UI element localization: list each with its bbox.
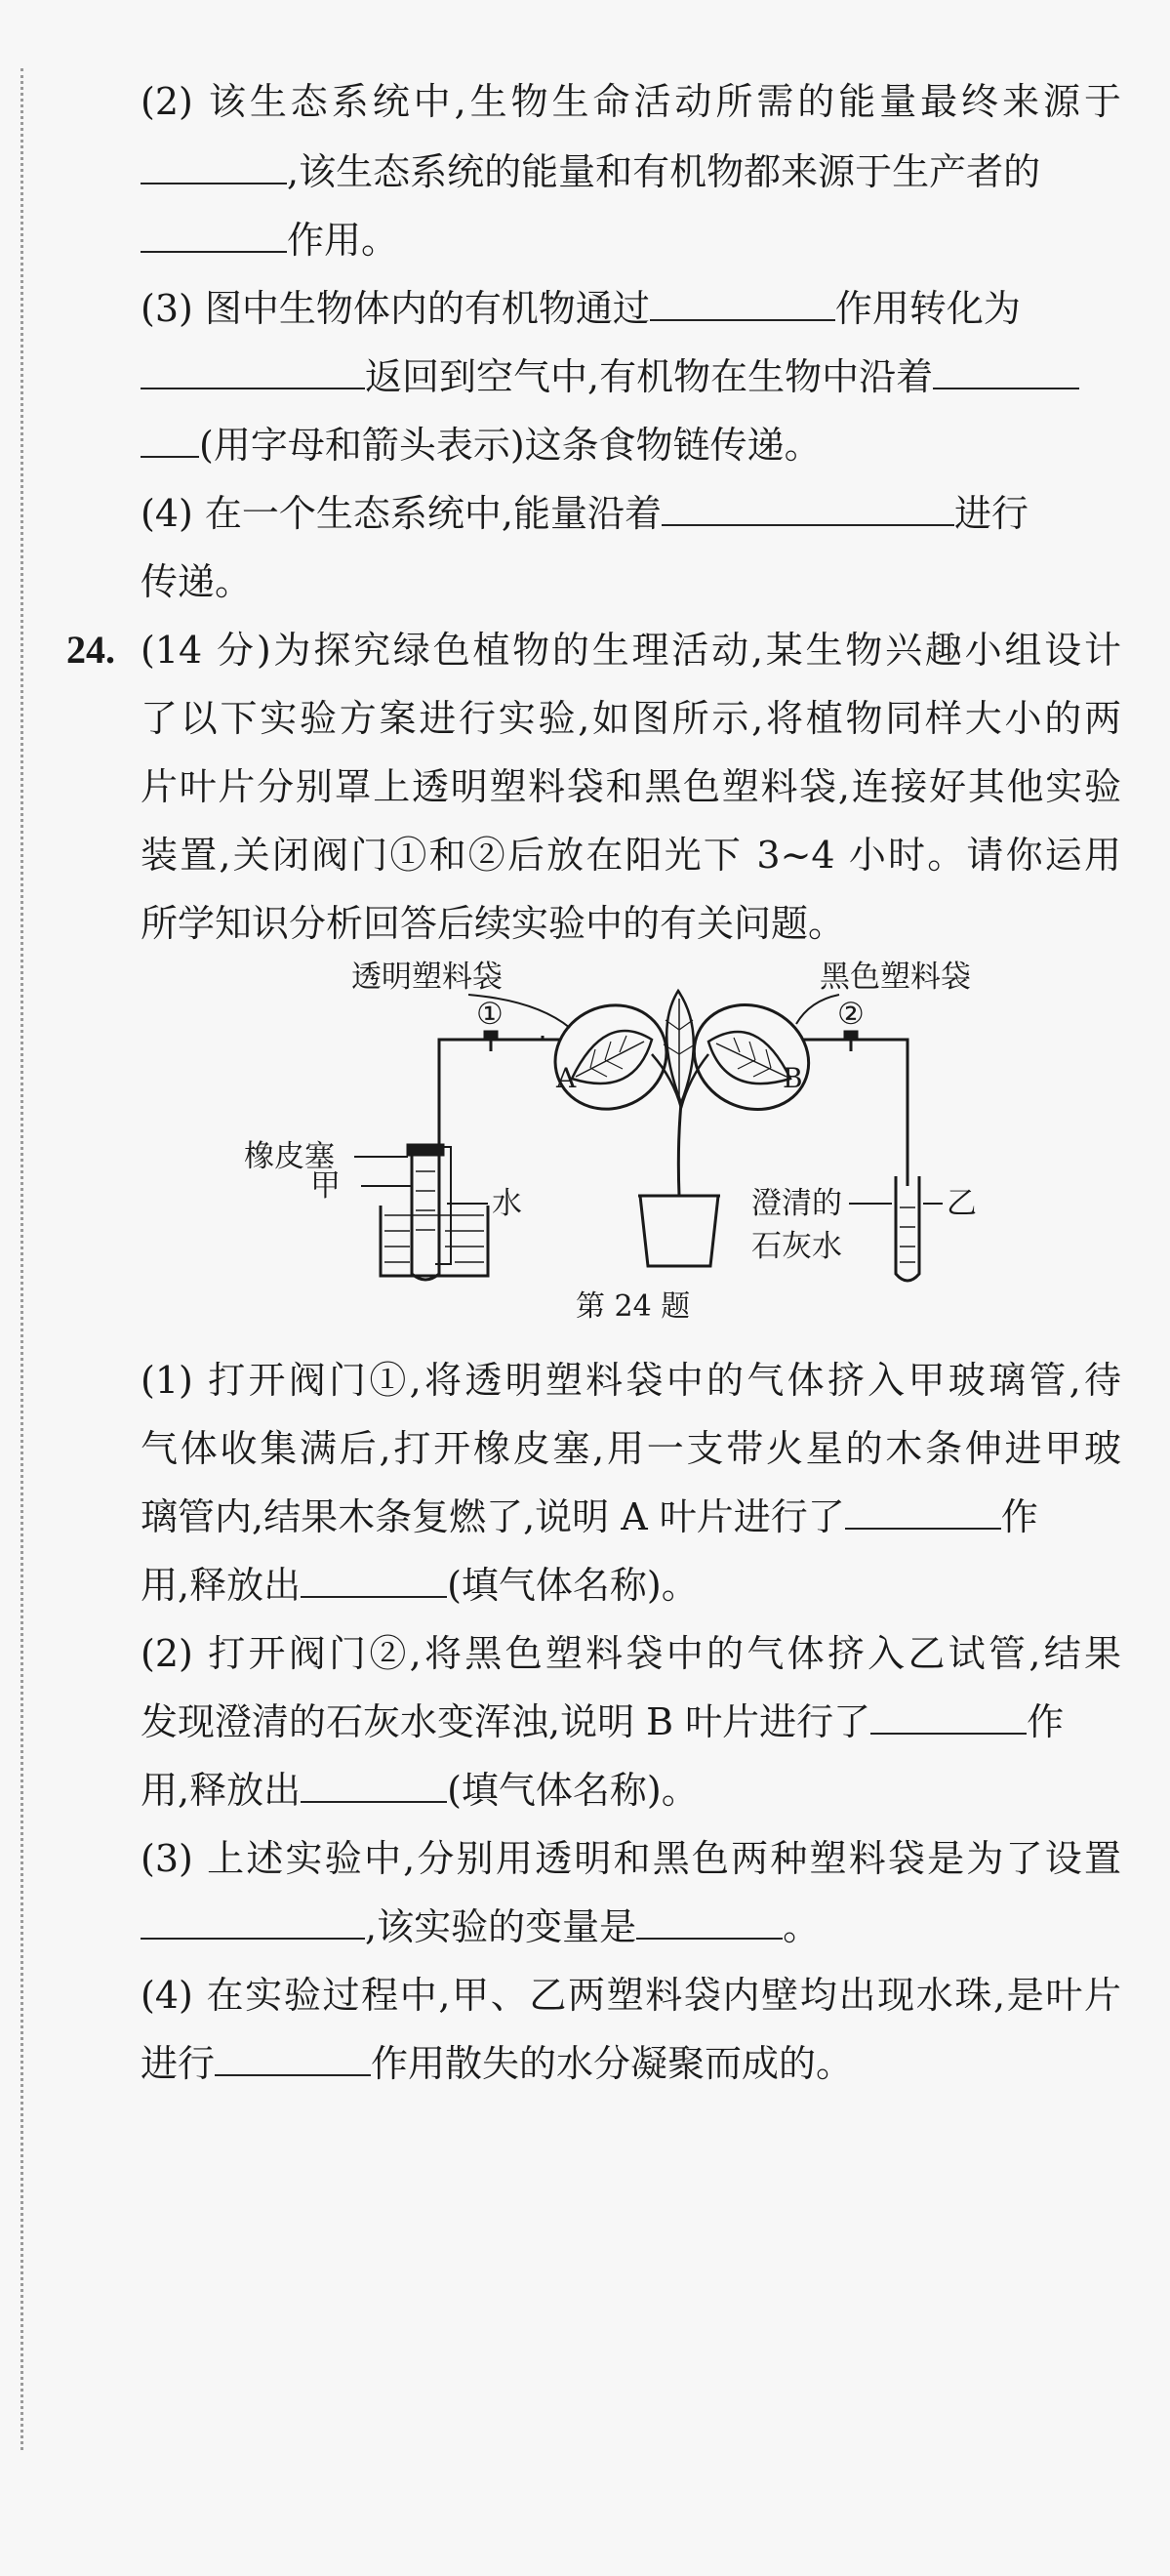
q24-intro-line5: 所学知识分析回答后续实验中的有关问题。 bbox=[141, 902, 846, 945]
answer-blank[interactable] bbox=[215, 2041, 371, 2076]
q24-s1-line3: 璃管内,结果木条复燃了,说明 A 叶片进行了 作 bbox=[141, 1495, 1038, 1538]
answer-blank[interactable] bbox=[301, 1768, 447, 1803]
q23-part2-line2: ,该生态系统的能量和有机物都来源于生产者的 bbox=[141, 148, 1121, 195]
q24-s3-line2: ,该实验的变量是 。 bbox=[141, 1903, 1121, 1950]
q23-part3-line1: (3) 图中生物体内的有机物通过 作用转化为 bbox=[141, 287, 1021, 330]
q24-intro-line4: 装置,关闭阀门①和②后放在阳光下 3~4 小时。请你运用 bbox=[141, 834, 1121, 877]
water-beaker bbox=[381, 1206, 488, 1276]
label-tube-jia: 甲 bbox=[310, 1168, 341, 1204]
tube-jia bbox=[412, 1155, 439, 1280]
plant-stem bbox=[678, 1103, 681, 1196]
q24-s1-line2: 气体收集满后,打开橡皮塞,用一支带火星的木条伸进甲玻 bbox=[141, 1427, 1121, 1470]
rubber-stopper bbox=[408, 1145, 443, 1155]
label-black-bag: 黑色塑料袋 bbox=[820, 960, 971, 995]
answer-blank[interactable] bbox=[636, 1904, 783, 1940]
leaf-b bbox=[708, 1032, 790, 1084]
q24-s1-line4: 用,释放出 (填气体名称)。 bbox=[141, 1564, 699, 1607]
q23-part4-line1: (4) 在一个生态系统中,能量沿着 进行 bbox=[141, 492, 1029, 535]
q24-s2-line3: 用,释放出 (填气体名称)。 bbox=[141, 1769, 699, 1812]
label-rubber-stopper: 橡皮塞 bbox=[244, 1139, 335, 1174]
answer-blank[interactable] bbox=[650, 286, 835, 321]
left-connecting-pipe bbox=[439, 1036, 561, 1049]
transparent-bag bbox=[538, 987, 683, 1126]
label-tube-yi: 乙 bbox=[947, 1186, 977, 1221]
q24-intro-line3: 片叶片分别罩上透明塑料袋和黑色塑料袋,连接好其他实验 bbox=[141, 765, 1121, 808]
answer-blank[interactable] bbox=[141, 218, 287, 253]
answer-blank[interactable] bbox=[141, 423, 199, 458]
answer-blank[interactable] bbox=[141, 354, 365, 389]
q24-s3-line1: (3) 上述实验中,分别用透明和黑色两种塑料袋是为了设置 bbox=[141, 1837, 1121, 1880]
flower-pot bbox=[640, 1196, 718, 1266]
label-leaf-a: A bbox=[556, 1062, 577, 1094]
label-valve-1: ① bbox=[476, 997, 504, 1032]
q24-s4-line2: 进行 作用散失的水分凝聚而成的。 bbox=[141, 2042, 854, 2085]
q24-intro-line1: (14 分)为探究绿色植物的生理活动,某生物兴趣小组设计 bbox=[141, 629, 1121, 672]
leaf-a bbox=[572, 1031, 652, 1084]
q24-s4-line1: (4) 在实验过程中,甲、乙两塑料袋内壁均出现水珠,是叶片 bbox=[141, 1974, 1121, 2017]
q24-s1-line1: (1) 打开阀门①,将透明塑料袋中的气体挤入甲玻璃管,待 bbox=[141, 1359, 1121, 1402]
q23-part3-line2: 返回到空气中,有机物在生物中沿着 bbox=[141, 353, 1121, 400]
question-number: 24. bbox=[66, 628, 115, 672]
q23-part2-line1: (2) 该生态系统中,生物生命活动所需的能量最终来源于 bbox=[141, 80, 1121, 123]
answer-blank[interactable] bbox=[933, 354, 1079, 389]
label-valve-2: ② bbox=[837, 997, 865, 1032]
tube-yi bbox=[896, 1176, 919, 1281]
figure-caption: 第 24 题 bbox=[576, 1289, 691, 1324]
label-water: 水 bbox=[492, 1186, 522, 1221]
answer-blank[interactable] bbox=[141, 1904, 365, 1940]
q24-s2-line2: 发现澄清的石灰水变浑浊,说明 B 叶片进行了 作 bbox=[141, 1700, 1065, 1743]
answer-blank[interactable] bbox=[845, 1494, 1001, 1530]
experiment-diagram bbox=[244, 952, 1083, 1342]
label-limewater-1: 澄清的 bbox=[751, 1186, 842, 1221]
label-limewater-2: 石灰水 bbox=[751, 1229, 842, 1264]
label-leaf-b: B bbox=[783, 1062, 803, 1094]
binding-margin-dotted-line bbox=[20, 68, 23, 2450]
experiment-figure bbox=[244, 952, 1083, 1342]
answer-blank[interactable] bbox=[662, 491, 954, 526]
answer-blank[interactable] bbox=[301, 1563, 447, 1598]
q24-intro-line2: 了以下实验方案进行实验,如图所示,将植物同样大小的两 bbox=[141, 697, 1121, 740]
q23-part4-line2: 传递。 bbox=[141, 560, 253, 603]
q23-part2-line3: 作用。 bbox=[141, 217, 1121, 264]
q23-part3-line3: (用字母和箭头表示)这条食物链传递。 bbox=[141, 422, 1121, 469]
answer-blank[interactable] bbox=[870, 1699, 1027, 1735]
black-bag bbox=[677, 987, 827, 1128]
answer-blank[interactable] bbox=[141, 149, 287, 184]
label-transparent-bag: 透明塑料袋 bbox=[351, 960, 503, 995]
right-connecting-pipe bbox=[802, 1040, 908, 1186]
q24-s2-line1: (2) 打开阀门②,将黑色塑料袋中的气体挤入乙试管,结果 bbox=[141, 1632, 1121, 1675]
